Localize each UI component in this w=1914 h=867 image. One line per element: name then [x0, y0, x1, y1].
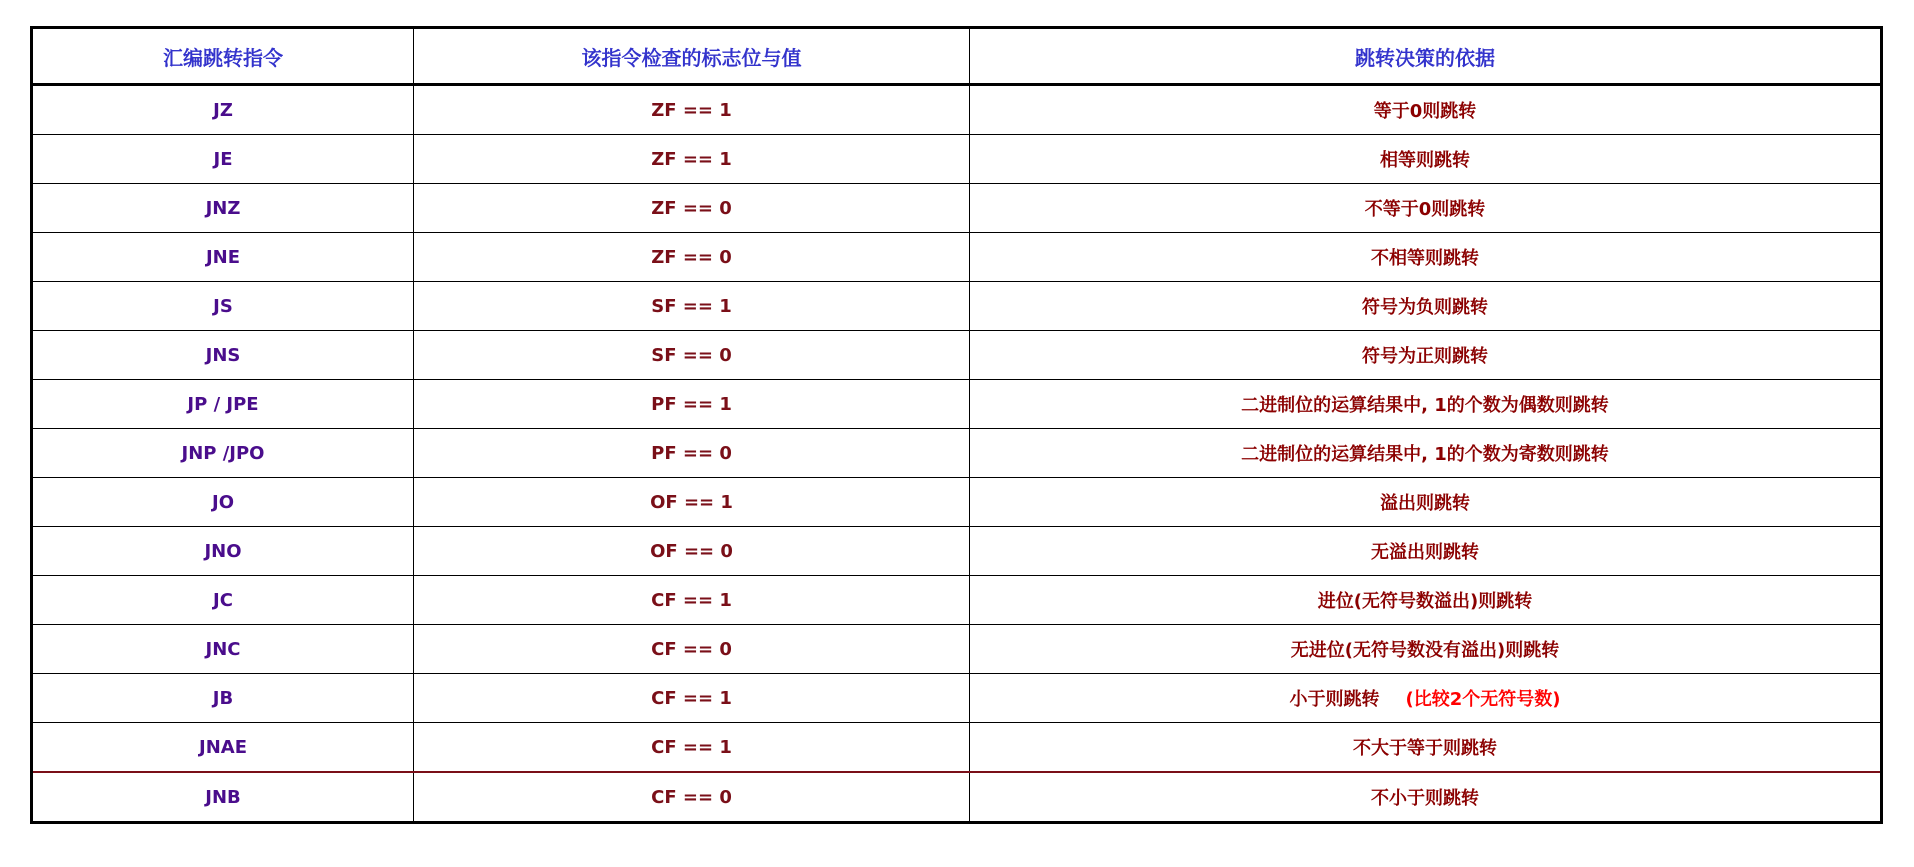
column-header-instruction: 汇编跳转指令: [32, 28, 414, 85]
decision-text: 不相等则跳转: [1371, 248, 1479, 269]
table-row: [32, 380, 1882, 429]
cell-decision: [970, 184, 1882, 233]
cell-decision: [970, 429, 1882, 478]
cell-decision: [970, 380, 1882, 429]
decision-text: 进位(无符号数溢出)则跳转: [1317, 591, 1533, 612]
cell-decision: [970, 772, 1882, 823]
cell-instruction: JS: [32, 282, 414, 331]
decision-text: 无溢出则跳转: [1371, 542, 1479, 563]
cell-flag: ZF == 0: [414, 184, 970, 233]
cell-decision: [970, 331, 1882, 380]
cell-flag: OF == 0: [414, 527, 970, 576]
decision-text: 不小于则跳转: [1371, 788, 1479, 809]
cell-decision: [970, 576, 1882, 625]
decision-text: 二进制位的运算结果中, 1的个数为寄数则跳转: [1241, 444, 1609, 465]
column-header-flag: 该指令检查的标志位与值: [414, 28, 970, 85]
cell-instruction: JNZ: [32, 184, 414, 233]
cell-flag: CF == 0: [414, 625, 970, 674]
table-row: [32, 85, 1882, 135]
cell-flag: PF == 1: [414, 380, 970, 429]
decision-text: 不等于0则跳转: [1364, 199, 1486, 220]
table-row: [32, 233, 1882, 282]
decision-text: 符号为正则跳转: [1362, 346, 1488, 367]
cell-flag: SF == 1: [414, 282, 970, 331]
table-row: [32, 723, 1882, 773]
cell-flag: CF == 1: [414, 576, 970, 625]
cell-instruction: JO: [32, 478, 414, 527]
cell-instruction: JP / JPE: [32, 380, 414, 429]
cell-flag: CF == 1: [414, 723, 970, 773]
table-row: [32, 135, 1882, 184]
cell-decision: [970, 233, 1882, 282]
jump-instruction-table: [30, 26, 1883, 824]
table-row: [32, 576, 1882, 625]
cell-decision: [970, 674, 1882, 723]
cell-instruction: JNB: [32, 772, 414, 823]
decision-note: (比较2个无符号数): [1405, 689, 1561, 710]
table-row: [32, 625, 1882, 674]
table-row: [32, 282, 1882, 331]
cell-instruction: JNC: [32, 625, 414, 674]
cell-decision: [970, 478, 1882, 527]
cell-decision: [970, 527, 1882, 576]
decision-text: 二进制位的运算结果中, 1的个数为偶数则跳转: [1241, 395, 1609, 416]
table-row: [32, 184, 1882, 233]
decision-text: 符号为负则跳转: [1362, 297, 1488, 318]
table-row: [32, 331, 1882, 380]
cell-decision: [970, 135, 1882, 184]
cell-instruction: JC: [32, 576, 414, 625]
cell-decision: [970, 625, 1882, 674]
cell-flag: ZF == 1: [414, 135, 970, 184]
cell-flag: ZF == 0: [414, 233, 970, 282]
cell-instruction: JNAE: [32, 723, 414, 773]
cell-decision: [970, 723, 1882, 773]
cell-instruction: JNS: [32, 331, 414, 380]
cell-flag: ZF == 1: [414, 85, 970, 135]
cell-flag: CF == 0: [414, 772, 970, 823]
decision-text: 等于0则跳转: [1373, 101, 1477, 122]
cell-flag: SF == 0: [414, 331, 970, 380]
cell-decision: [970, 85, 1882, 135]
decision-text: 无进位(无符号数没有溢出)则跳转: [1290, 640, 1560, 661]
cell-instruction: JNO: [32, 527, 414, 576]
column-header-decision: 跳转决策的依据: [970, 28, 1882, 85]
cell-instruction: JNP /JPO: [32, 429, 414, 478]
table-row: [32, 429, 1882, 478]
table-body: [32, 85, 1882, 823]
cell-instruction: JB: [32, 674, 414, 723]
table-row: [32, 674, 1882, 723]
cell-flag: OF == 1: [414, 478, 970, 527]
decision-text: 溢出则跳转: [1380, 493, 1470, 514]
table-row: [32, 478, 1882, 527]
table-row: [32, 527, 1882, 576]
table-header-row: [32, 28, 1882, 85]
decision-text: 相等则跳转: [1380, 150, 1470, 171]
table-row: [32, 772, 1882, 823]
cell-instruction: JNE: [32, 233, 414, 282]
decision-text: 不大于等于则跳转: [1353, 738, 1497, 759]
cell-flag: CF == 1: [414, 674, 970, 723]
cell-instruction: JZ: [32, 85, 414, 135]
cell-instruction: JE: [32, 135, 414, 184]
cell-decision: [970, 282, 1882, 331]
cell-flag: PF == 0: [414, 429, 970, 478]
decision-text: 小于则跳转: [1289, 689, 1380, 710]
table-header: [32, 28, 1882, 85]
